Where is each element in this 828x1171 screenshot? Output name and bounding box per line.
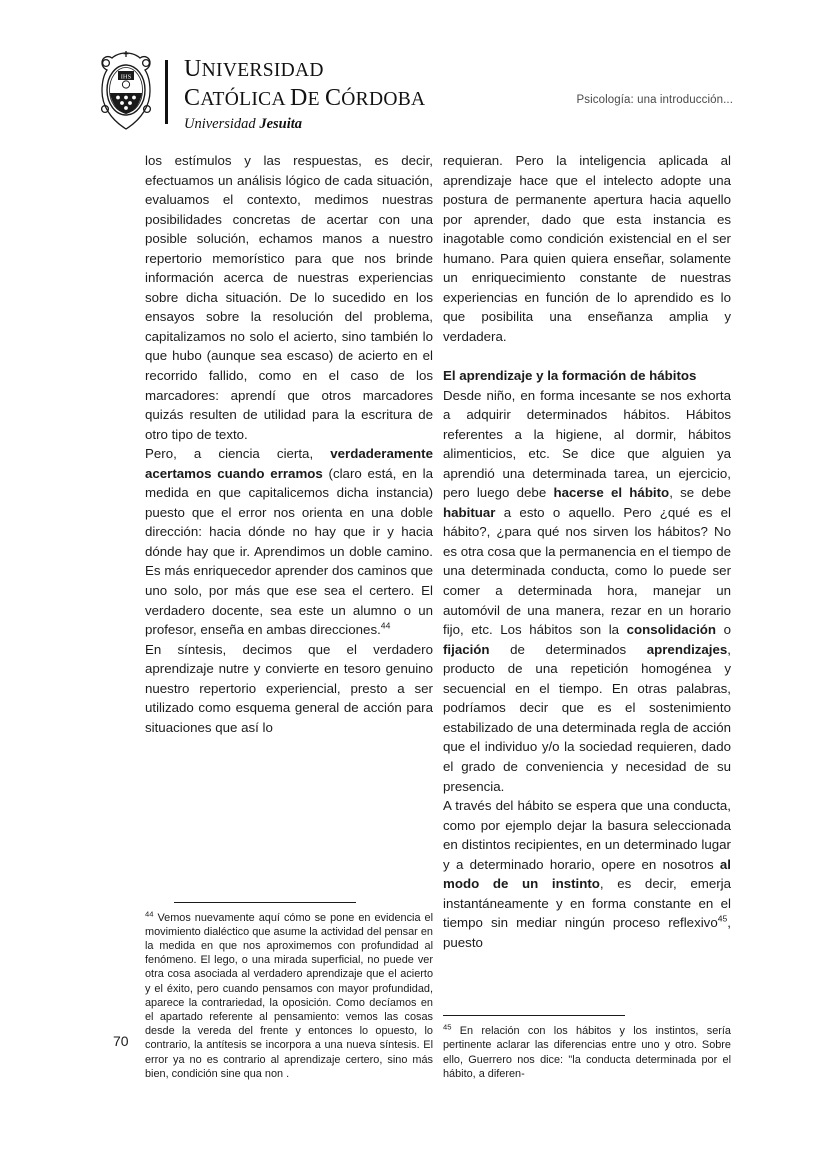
footnote-number: 45 [443, 1022, 452, 1032]
footnote-text: En relación con los hábitos y los instintos, sería pertinente aclarar las diferencias entre uno y otro. Sobre ello, Guerrero nos dice: "la conducta determinada por el hábito, a diferen- [443, 1025, 731, 1080]
emphasis: fijación [443, 641, 490, 657]
running-head: Psicología: una introducción... [576, 94, 733, 106]
paragraph-text: , se debe [669, 485, 731, 501]
masthead [95, 46, 425, 138]
paragraph-text: Desde niño, en forma incesante se nos exhorta a adquirir determinados hábitos. Hábitos referentes a la higiene, al dormir, hábitos alimenticios, etc. Se dice que alguien ya aprendió una determinada tarea, un ejercicio, pero luego debe [443, 387, 731, 501]
university-crest-icon [95, 49, 157, 135]
right-footnote-block [443, 1015, 731, 1081]
university-name-line2: CATÓLICA DE CÓRDOBA [184, 85, 426, 111]
paragraph-text: (claro está, en la medida en que capitalicemos dicha instancia) puesto que el error nos orienta en una doble dirección: hacia dónde no hay que ir y hacia dónde hay que ir. Aprendimos un doble camino. Es más enriquecedor aprender dos caminos que uno solo, por más que ese sea el certero. El verdadero docente, sea este un alumno o un profesor, enseña en ambas direcciones. [145, 465, 433, 638]
paragraph-text: A través del hábito se espera que una conducta, como por ejemplo dejar la basura seleccionada en distintos recipientes, en un determinado lugar y a determinado horario, opere en nosotros [443, 798, 731, 872]
footnote-separator [174, 902, 356, 903]
footnote-reference-45[interactable]: 45 [717, 913, 728, 924]
emphasis: habituar [443, 504, 496, 520]
right-column [443, 151, 731, 1081]
paragraph-text: , es decir, emerja instantáneamente y en forma constante en el tiempo sin mediar ningún proceso reflexivo [443, 876, 732, 931]
two-column-body [145, 151, 731, 1081]
emphasis: hacerse el hábito [553, 485, 670, 501]
footnote-paragraph [443, 1024, 731, 1081]
footnote-text: Vemos nuevamente aquí cómo se pone en evidencia el movimiento dialéctico que asume la actividad del pensar en la medida en que nos aproximemos con profundidad al fenómeno. El lego, o una mirada superficial, no puede ver otra cosa asociada al verdadero aprendizaje que el acierto y el éxito, pero cuando pensamos con mayor profundidad, aparece la contrariedad, la oposición. Como decíamos en el apartado referente al pensamiento: vemos las cosas desde la vereda del frente y entonces lo opuesto, lo contrario, la antítesis se incorpora a una nueva síntesis. El error ya no es contrario al aprendizaje certero, sino más bien, condición sine qua non . [145, 911, 433, 1080]
paragraph: requieran. Pero la inteligencia aplicada al aprendizaje hace que el intelecto adopte una postura de permanente apertura hacia aquello por aprender, dado que esta instancia es inagotable como condición existencial en el ser humano. Para quien quiera enseñar, solamente un enriquecimiento constante de nuestras experiencias en función de lo aprendido es lo que posibilita una enseñanza amplia y verdadera. [443, 153, 731, 344]
column-spacer [443, 952, 731, 1015]
left-column [145, 151, 433, 1081]
paragraph: los estímulos y las respuestas, es decir, efectuamos un análisis lógico de cada situación, evaluamos el contexto, medimos nuestras posibilidades concretas de acertar con una posible solución, echamos manos a nuestro repertorio memorístico para que nos brinde información acerca de nuestras experiencias sobre dicha situación. De lo sucedido en los ensayos sobre la resolución del problema, capitalizamos no solo el acierto, sino también lo que hubo (aunque sea escaso) de acierto en el recorrido fallido, como en el caso de los marcadores: aprendí que otros marcadores quizás resulten de utilidad para la escritura de otro tipo de texto. [145, 153, 433, 442]
paragraph-text: Pero, a ciencia cierta, [145, 446, 331, 462]
paragraph-text: a esto o aquello. Pero ¿qué es el hábito?, ¿para qué nos sirven los hábitos? No es otra cosa que la permanencia en el tiempo de una determinada conducta, como lo puede ser comer a determinada hora, manejar un automóvil de una manera, rezar en un horario fijo, etc. Los hábitos son la [443, 504, 731, 638]
column-spacer [145, 737, 433, 901]
university-name-line1: UNIVERSIDAD [184, 55, 324, 82]
emphasis: consolidación [626, 622, 717, 638]
masthead-divider [165, 60, 168, 124]
footnote-44 [145, 908, 433, 1081]
emphasis: al modo de un instinto [443, 856, 731, 892]
footnote-separator [443, 1015, 625, 1016]
paragraph [145, 444, 433, 639]
right-column-text [443, 151, 731, 952]
left-column-text [145, 151, 433, 737]
paragraph-text: o [716, 622, 731, 638]
masthead-wordmark [184, 51, 425, 134]
left-footnote-block [145, 902, 433, 1081]
emphasis: verdaderamente acertamos cuando erramos [145, 446, 433, 481]
footnote-number: 44 [145, 908, 154, 918]
university-tagline: Universidad Jesuita [184, 116, 303, 133]
paragraph [443, 386, 731, 796]
section-heading: El aprendizaje y la formación de hábitos [443, 368, 697, 384]
footnote-paragraph [145, 908, 433, 1081]
paragraph-text: , puesto [443, 915, 731, 950]
svg-text:IHS: IHS [120, 73, 132, 81]
page-number: 70 [113, 1033, 129, 1049]
paragraph: En síntesis, decimos que el verdadero aprendizaje nutre y convierte en tesoro genuino nuestro repertorio experiencial, presto a ser utilizado como esquema general de acción para situaciones que así lo [145, 641, 433, 735]
emphasis: aprendizajes [646, 641, 728, 657]
paragraph-text: , producto de una repetición homogénea y secuencial en el tiempo. En otras palabras, podríamos decir que es el sostenimiento estabilizado de una determinada regla de acción que el individuo y/o la sociedad requieren, dado el grado de conveniencia y necesidad de su presencia. [443, 641, 731, 794]
footnote-45 [443, 1024, 731, 1081]
paragraph [443, 796, 731, 952]
paragraph-text: de determinados [489, 641, 647, 657]
footnote-reference-44[interactable]: 44 [380, 620, 391, 631]
